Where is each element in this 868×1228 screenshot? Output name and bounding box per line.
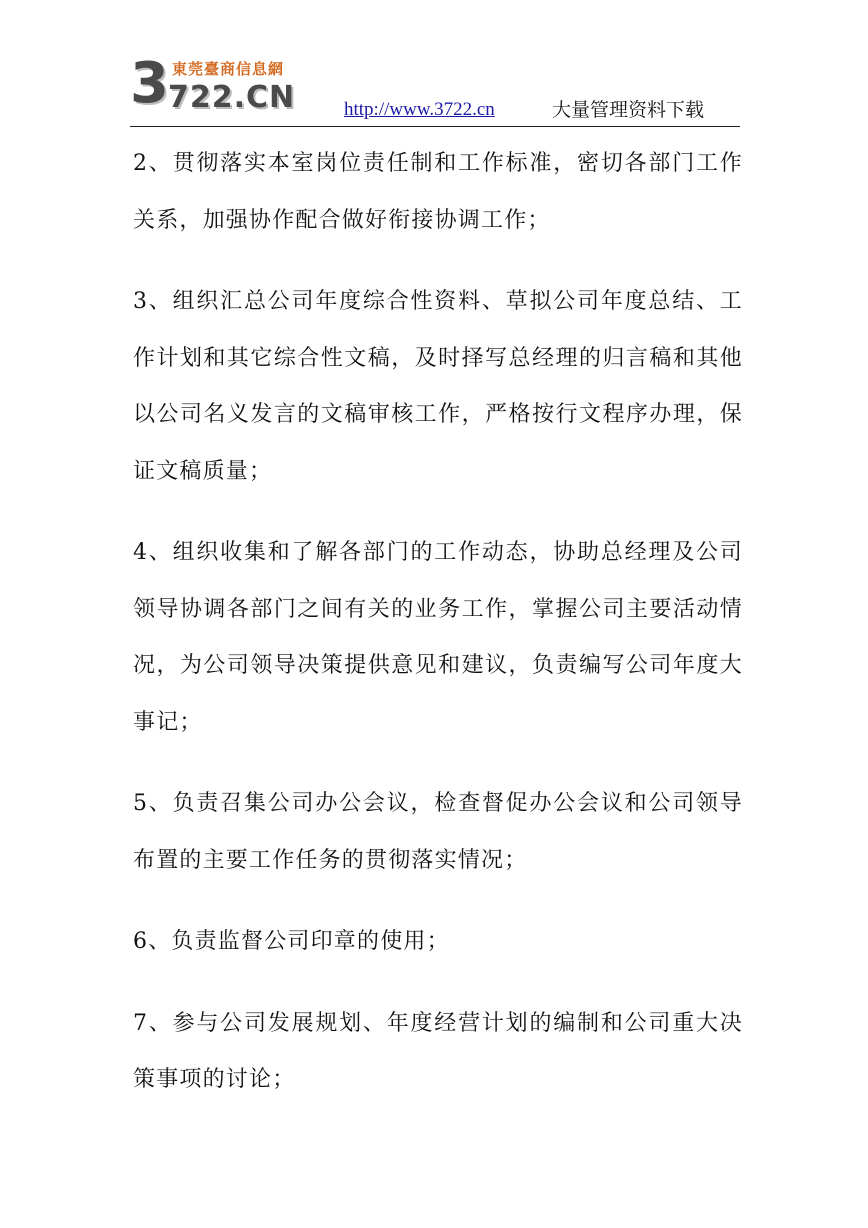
paragraph-item-7: 7、参与公司发展规划、年度经营计划的编制和公司重大决策事项的讨论； <box>133 1010 743 1092</box>
header-tagline: 大量管理资料下载 <box>552 99 705 121</box>
header-divider <box>130 126 740 127</box>
document-body <box>133 136 743 1134</box>
paragraph-item-4: 4、组织收集和了解各部门的工作动态，协助总经理及公司领导协调各部门之间有关的业务工作，掌握公司主要活动情况，为公司领导决策提供意见和建议，负责编写公司年度大事记； <box>133 540 743 735</box>
paragraph-item-3: 3、组织汇总公司年度综合性资料、草拟公司年度总结、工作计划和其它综合性文稿，及时择写总经理的归言稿和其他以公司名义发言的文稿审核工作，严格按行文程序办理，保证文稿质量； <box>133 289 743 484</box>
logo-chinese-name: 東莞臺商信息網 <box>172 60 285 78</box>
paragraph-item-5: 5、负责召集公司办公会议，检查督促办公会议和公司领导布置的主要工作任务的贯彻落实情况； <box>133 791 743 873</box>
logo-text: 722.CN <box>168 80 296 115</box>
site-url-link[interactable]: http://www.3722.cn <box>344 99 495 120</box>
page-header <box>130 51 740 128</box>
logo-digit: 3 <box>130 51 169 116</box>
site-logo[interactable] <box>130 51 310 120</box>
paragraph-item-6: 6、负责监督公司印章的使用； <box>133 929 450 954</box>
paragraph-item-2: 2、贯彻落实本室岗位责任制和工作标准，密切各部门工作关系，加强协作配合做好衔接协调工作； <box>133 151 743 233</box>
